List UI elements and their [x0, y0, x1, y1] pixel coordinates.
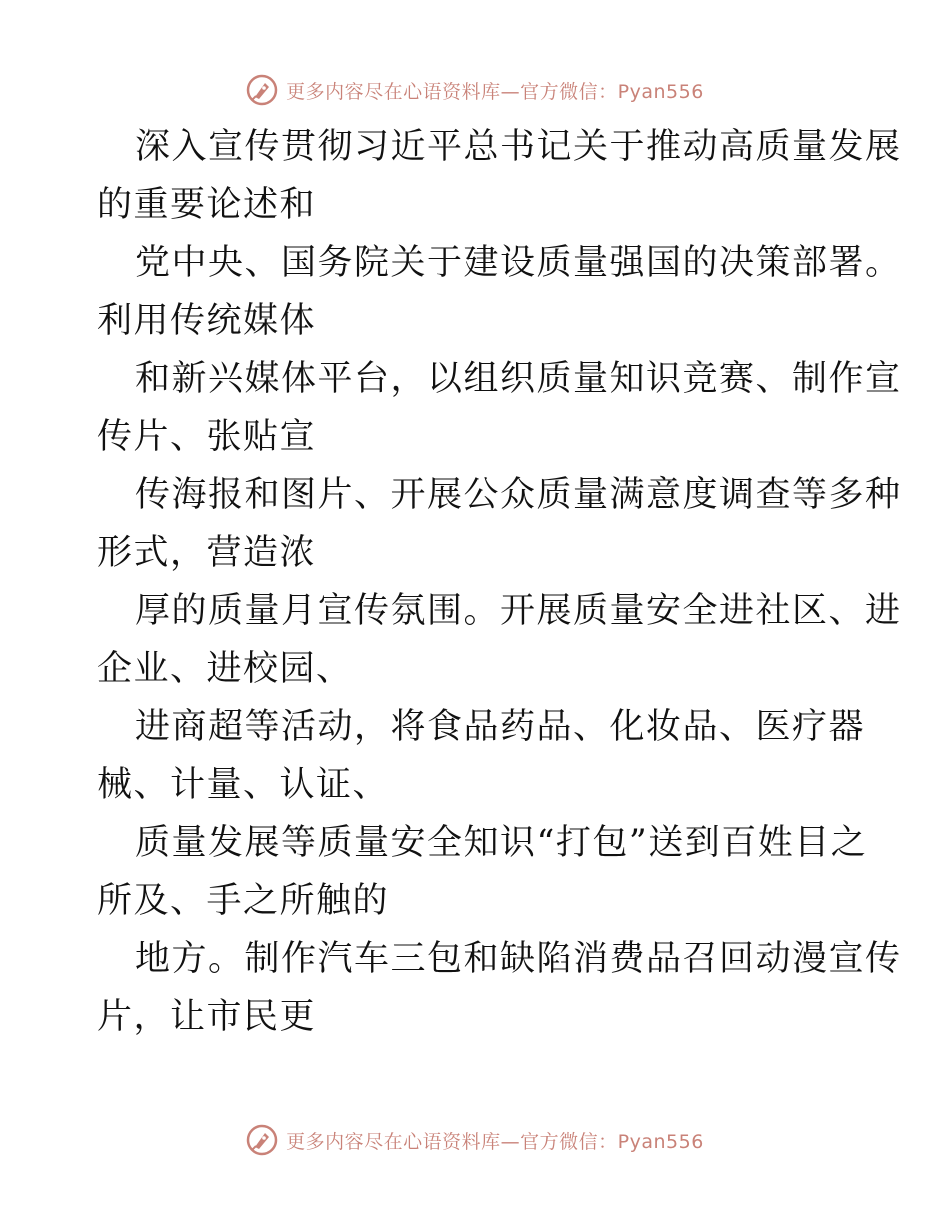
text-line: 企业、进校园、	[97, 649, 353, 689]
text-line: 形式，营造浓	[97, 533, 317, 573]
pen-nib-icon	[246, 1124, 278, 1156]
text-line: 党中央、国务院关于建设质量强国的决策部署。	[135, 243, 902, 283]
text-line: 的重要论述和	[97, 185, 317, 225]
document-body	[97, 118, 902, 1046]
watermark-text: 更多内容尽在心语资料库—官方微信：Pyan556	[286, 80, 704, 103]
text-line: 和新兴媒体平台，以组织质量知识竞赛、制作宣	[135, 359, 902, 399]
pen-nib-icon	[246, 74, 278, 106]
text-line: 利用传统媒体	[97, 301, 317, 341]
text-line: 进商超等活动，将食品药品、化妆品、医疗器	[135, 707, 866, 747]
text-line: 所及、手之所触的	[97, 881, 390, 921]
text-line: 厚的质量月宣传氛围。开展质量安全进社区、进	[135, 591, 902, 631]
text-line: 地方。制作汽车三包和缺陷消费品召回动漫宣传	[135, 939, 902, 979]
text-line: 质量发展等质量安全知识“打包”送到百姓目之	[135, 823, 868, 863]
watermark-text: 更多内容尽在心语资料库—官方微信：Pyan556	[286, 1130, 704, 1153]
text-line: 械、计量、认证、	[97, 765, 390, 805]
footer-watermark	[0, 1120, 950, 1160]
text-line: 传片、张贴宣	[97, 417, 317, 457]
text-line: 深入宣传贯彻习近平总书记关于推动高质量发展	[135, 127, 902, 167]
text-line: 传海报和图片、开展公众质量满意度调查等多种	[135, 475, 902, 515]
text-line: 片，让市民更	[97, 997, 317, 1037]
header-watermark	[0, 70, 950, 110]
